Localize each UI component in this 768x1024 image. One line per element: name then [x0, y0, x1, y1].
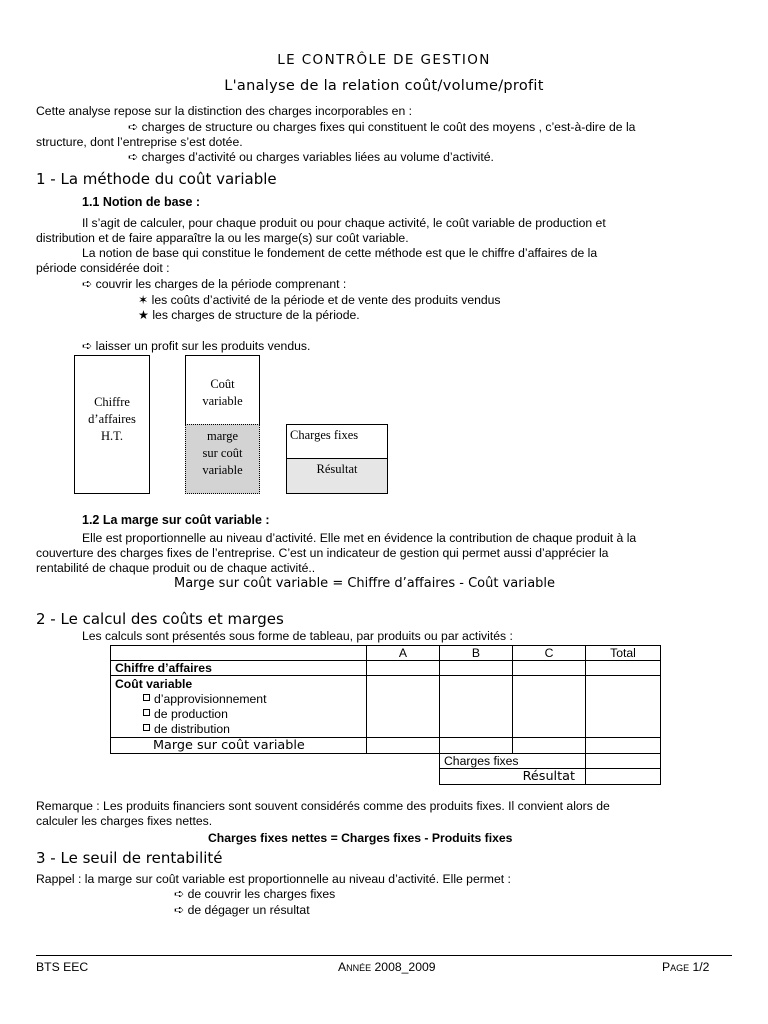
diagram-ca-label: Chiffre d’affaires H.T. [88, 395, 136, 443]
subsection-1-2-heading: 1.2 La marge sur coût variable : [82, 513, 270, 527]
remark-cont: calculer les charges fixes nettes. [36, 814, 213, 828]
row-label-ca: Chiffre d’affaires [111, 661, 367, 676]
star-item-1: ✶ les coûts d’activité de la période et de vente des produits vendus [138, 293, 501, 307]
bullet-profit: ➪ laisser un profit sur les produits vendus. [82, 339, 311, 353]
square-bullet-icon [143, 709, 150, 716]
paragraph: Il s’agit de calculer, pour chaque produit ou pour chaque activité, le coût variable de production et [82, 216, 606, 230]
diagram-result-label: Résultat [316, 462, 358, 476]
cv-sub-production: de production [115, 707, 362, 722]
document-subtitle: L'analyse de la relation coût/volume/profit [224, 78, 544, 94]
section-2-heading: 2 - Le calcul des coûts et marges [36, 610, 284, 628]
bullet-result: ➪ de dégager un résultat [174, 903, 310, 917]
star-icon: ✶ [138, 293, 149, 307]
arrow-icon: ➪ [82, 277, 93, 291]
section-3-heading: 3 - Le seuil de rentabilité [36, 849, 223, 867]
row-label-cv: Coût variable [115, 677, 193, 691]
paragraph: Les calculs sont présentés sous forme de tableau, par produits ou par activités : [82, 629, 513, 643]
subsection-1-1-heading: 1.1 Notion de base : [82, 195, 201, 209]
costs-margins-table [110, 645, 661, 785]
intro-bullet-2: ➪ charges d’activité ou charges variables liées au volume d’activité. [128, 150, 494, 164]
footer-center: Année 2008_2009 [338, 960, 436, 974]
footer-right: Page 1/2 [662, 960, 710, 974]
intro-line: Cette analyse repose sur la distinction des charges incorporables en : [36, 104, 412, 118]
margin-formula: Marge sur coût variable = Chiffre d’affaires - Coût variable [174, 576, 556, 591]
diagram-cf-label: Charges fixes [290, 428, 359, 442]
arrow-icon: ➪ [174, 903, 185, 917]
column-header-c: C [513, 646, 586, 661]
remark: Remarque : Les produits financiers sont souvent considérés comme des produits fixes. Il convient alors de [36, 799, 610, 813]
arrow-icon: ➪ [128, 120, 139, 134]
column-header-a: A [367, 646, 440, 661]
diagram-cv-label: Coût variable [202, 377, 243, 408]
cv-sub-supply: d’approvisionnement [115, 692, 362, 707]
paragraph: La notion de base qui constitue le fondement de cette méthode est que le chiffre d’affaires de la [82, 246, 598, 260]
column-header-b: B [440, 646, 513, 661]
arrow-icon: ➪ [128, 150, 139, 164]
square-bullet-icon [143, 724, 150, 731]
paragraph: Elle est proportionnelle au niveau d’activité. Elle met en évidence la contribution de chaque produit à la [82, 531, 637, 545]
star-icon: ★ [138, 308, 149, 322]
paragraph: Rappel : la marge sur coût variable est proportionnelle au niveau d’activité. Elle permet : [36, 872, 511, 886]
table-row [111, 676, 661, 738]
table-row [111, 754, 661, 769]
table-row [111, 738, 661, 754]
row-label-mcv: Marge sur coût variable [111, 738, 367, 754]
document-title: LE CONTRÔLE DE GESTION [277, 52, 491, 68]
paragraph: rentabilité de chaque produit ou de chaque activité.. [36, 561, 316, 575]
arrow-icon: ➪ [82, 339, 93, 353]
table-row [111, 661, 661, 676]
row-label-cf: Charges fixes [440, 754, 586, 769]
intro-bullet-1-cont: structure, dont l’entreprise s’est dotée. [36, 135, 243, 149]
cv-sub-distribution: de distribution [115, 722, 362, 737]
column-header-total: Total [586, 646, 661, 661]
footer-left: BTS EEC [36, 960, 89, 974]
paragraph: distribution et de faire apparaître la ou les marge(s) sur coût variable. [36, 231, 409, 245]
bullet-cover-charges: ➪ couvrir les charges de la période comprenant : [82, 277, 347, 291]
paragraph: période considérée doit : [36, 261, 170, 275]
row-label-result: Résultat [440, 769, 586, 785]
footer-divider [36, 955, 732, 956]
intro-bullet-1: ➪ charges de structure ou charges fixes qui constituent le coût des moyens , c’est-à-dire de la [128, 120, 636, 134]
square-bullet-icon [143, 694, 150, 701]
table-row [111, 646, 661, 661]
paragraph: couverture des charges fixes de l’entreprise. C’est un indicateur de gestion qui permet aussi d’apprécier la [36, 546, 609, 560]
net-fixed-charges-formula: Charges fixes nettes = Charges fixes - Produits fixes [208, 831, 513, 845]
bullet-cover-fixed: ➪ de couvrir les charges fixes [174, 887, 336, 901]
star-item-2: ★ les charges de structure de la période. [138, 308, 360, 322]
diagram-margin-label: marge sur coût variable [202, 429, 243, 477]
arrow-icon: ➪ [174, 887, 185, 901]
section-1-heading: 1 - La méthode du coût variable [36, 170, 277, 188]
table-row [111, 769, 661, 785]
